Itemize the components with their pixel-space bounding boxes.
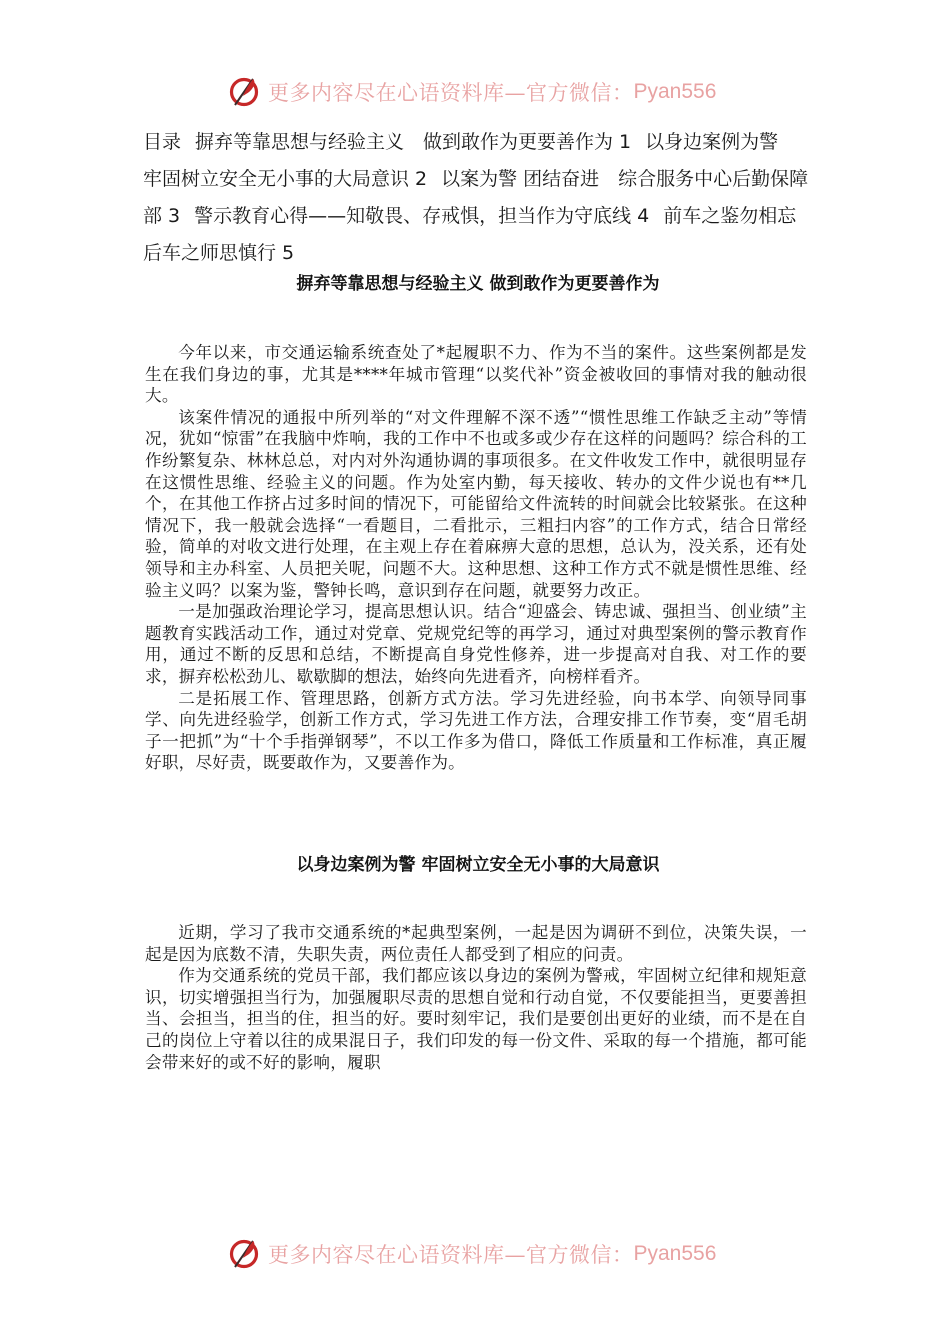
footer-banner xyxy=(226,1234,716,1274)
quill-logo-icon xyxy=(226,74,262,110)
toc-entry[interactable]: 以身边案例为警 牢固树立安全无小事的大局意识 2 xyxy=(143,131,817,190)
paragraph: 一是加强政治理论学习，提高思想认识。结合“迎盛会、铸忠诚、强担当、创业绩”主题教育实践活动工作，通过对党章、党规党纪等的再学习，通过对典型案例的警示教育作用，通过不断的反思和总结，不断提高自身党性修养，进一步提高对自我、对工作的要求，摒弃松松劲儿、歇歇脚的想法，始终向先进看齐，向榜样看齐。 xyxy=(145,602,807,686)
section-heading: 摒弃等靠思想与经验主义 做到敢作为更要善作为 xyxy=(296,274,660,294)
toc-entry[interactable]: 前车之鉴勿相忘 后车之师思慎行 5 xyxy=(143,205,797,264)
banner-text: 更多内容尽在心语资料库—官方微信： xyxy=(268,1243,634,1267)
paragraph: 作为交通系统的党员干部，我们都应该以身边的案例为警戒，牢固树立纪律和规矩意识，切实增强担当行为，加强履职尽责的思想自觉和行动自觉，不仅要能担当，更要善担当、会担当，担当的住，担当的好。要时刻牢记，我们是要创出更好的业绩，而不是在自己的岗位上守着以往的成果混日子，我们印发的每一份文件、采取的每一个措施，都可能会带来好的或不好的影响，履职 xyxy=(145,966,807,1072)
banner-text: 更多内容尽在心语资料库—官方微信： xyxy=(268,81,634,105)
paragraph: 近期，学习了我市交通系统的*起典型案例，一起是因为调研不到位，决策失误，一起是因为底数不清，失职失责，两位责任人都受到了相应的问责。 xyxy=(145,923,807,964)
table-of-contents xyxy=(143,124,817,272)
toc-label: 目录 xyxy=(143,131,182,153)
section-heading: 以身边案例为警 牢固树立安全无小事的大局意识 xyxy=(296,855,660,875)
section-body xyxy=(145,342,807,774)
quill-logo-icon xyxy=(226,1236,262,1272)
banner-wechat-id: Pyan556 xyxy=(633,1242,717,1265)
toc-entry[interactable]: 以案为警 团结奋进 综合服务中心后勤保障部 3 xyxy=(143,168,809,227)
paragraph: 二是拓展工作、管理思路，创新方式方法。学习先进经验，向书本学、向领导同事学、向先进经验学，创新工作方式，学习先进工作方法，合理安排工作节奏，变“眉毛胡子一把抓”为“十个手指弹钢琴”，不以工作多为借口，降低工作质量和工作标准，真正履好职，尽好责，既要敢作为，又要善作为。 xyxy=(145,688,807,773)
toc-entry[interactable]: 摒弃等靠思想与经验主义 做到敢作为更要善作为 1 xyxy=(195,131,632,153)
paragraph: 今年以来，市交通运输系统查处了*起履职不力、作为不当的案件。这些案例都是发生在我们身边的事，尤其是****年城市管理“以奖代补”资金被收回的事情对我的触动很大。 xyxy=(145,343,807,406)
paragraph: 该案件情况的通报中所列举的“对文件理解不深不透”“惯性思维工作缺乏主动”等情况，犹如“惊雷”在我脑中炸响，我的工作中不也或多或少存在这样的问题吗？综合科的工作纷繁复杂、林林总总，对内对外沟通协调的事项很多。在文件收发工作中，就很明显存在这惯性思维、经验主义的问题。作为处室内勤，每天接收、转办的文件少说也有**几个，在其他工作挤占过多时间的情况下，可能留给文件流转的时间就会比较紧张。在这种情况下，我一般就会选择“一看题目，二看批示，三粗扫内容”的工作方式，结合日常经验，简单的对收文进行处理，在主观上存在着麻痹大意的思想，总认为，没关系，还有处领导和主办科室、人员把关呢，问题不大。这种思想、这种工作方式不就是惯性思维、经验主义吗？以案为鉴，警钟长鸣，意识到存在问题，就要努力改正。 xyxy=(145,407,807,600)
toc-entry[interactable]: 警示教育心得——知敬畏、存戒惧，担当作为守底线 4 xyxy=(194,205,650,227)
banner-wechat-id: Pyan556 xyxy=(633,80,717,103)
header-banner xyxy=(226,72,716,112)
section-body xyxy=(145,922,807,1073)
